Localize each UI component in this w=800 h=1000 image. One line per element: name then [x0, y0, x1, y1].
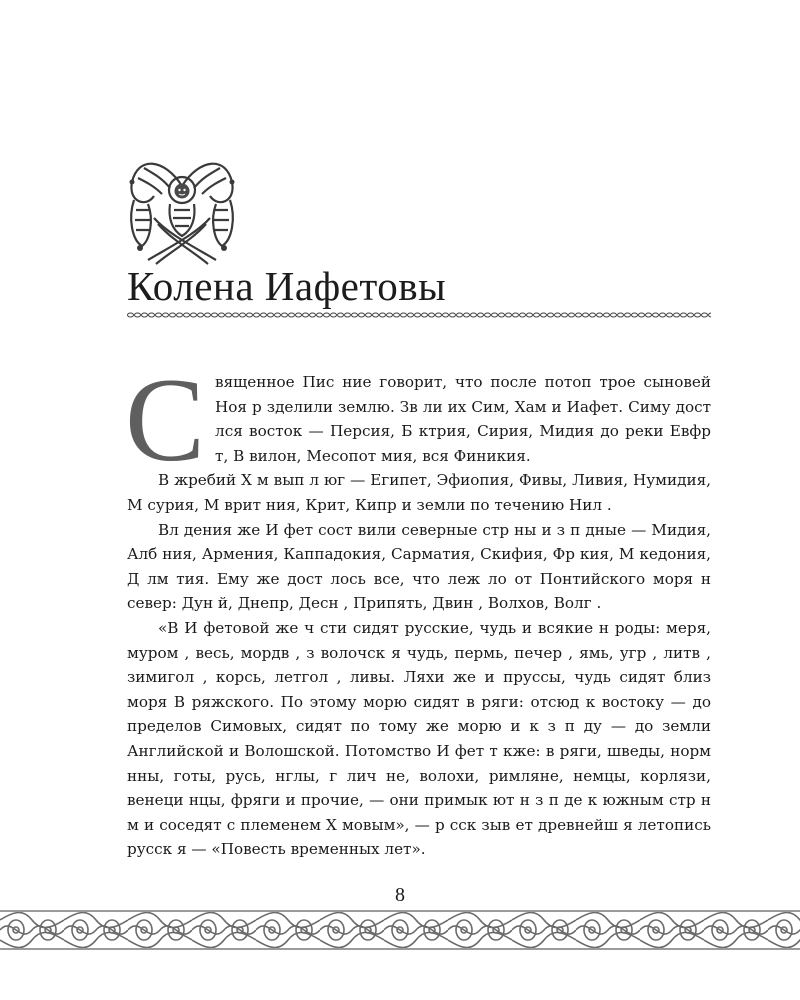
paragraph: В жребий Х м вып л юг — Египет, Эфиопия, Фивы, Ливия, Нумидия, М сурия, М врит ния, Крит, Кипр и земли по течению Нил .	[127, 471, 711, 514]
drop-cap: С	[125, 353, 206, 486]
page-number: 8	[395, 884, 405, 906]
paragraph: «В И фетовой же ч сти сидят русские, чудь и всякие н роды: меря, муром , весь, мордв , з волочск я чудь, пермь, печер , ямь, угр , литв , зимигол , корсь, летгол , ливы. Ляхи же и пруссы, чудь сидят близ моря В ряжского. По этому морю сидят в ряги: отсюд к востоку — до пределов Симовых, сидят по тому же морю и к з п ду — до земли Английской и Волошской. Потомство И фет т кже: в ряги, шведы, норм нны, готы, русь, нглы, г лич не, волохи, римляне, немцы, корлязи, венеци нцы, фряги и прочие, — они примык ют н з п де к южным стр н м и соседят с племенем Х мовым», — р сск зыв ет древнейш я летопись русск я — «Повесть временных лет».	[127, 618, 711, 859]
interlace-angel-ornament-icon	[124, 148, 240, 268]
interlace-knot-border	[0, 908, 800, 952]
paragraph: Вл дения же И фет сост вили северные стр ны и з п дные — Мидия, Алб ния, Армения, Каппадокия, Сарматия, Скифия, Фр кия, М кедония, Д лм тия. Ему же дост лось все, что леж ло от Понтийского моря н север: Дун й, Днепр, Десн , Припять, Двин , Волхов, Волг .	[127, 520, 711, 613]
chapter-body	[125, 353, 711, 862]
decorative-chain-rule	[127, 311, 711, 319]
chapter-title: Колена Иафетовы	[127, 263, 447, 309]
paragraph	[125, 353, 711, 486]
paragraph-text: вященное Пис ние говорит, что после потоп трое сыновей Ноя р зделили землю. Зв ли их Сим, Хам и Иафет. Симу дост лся восток — Персия, Б ктрия, Сирия, Мидия до реки Евфр т, В вилон, Месопот мия, вся Финикия.	[215, 373, 711, 465]
